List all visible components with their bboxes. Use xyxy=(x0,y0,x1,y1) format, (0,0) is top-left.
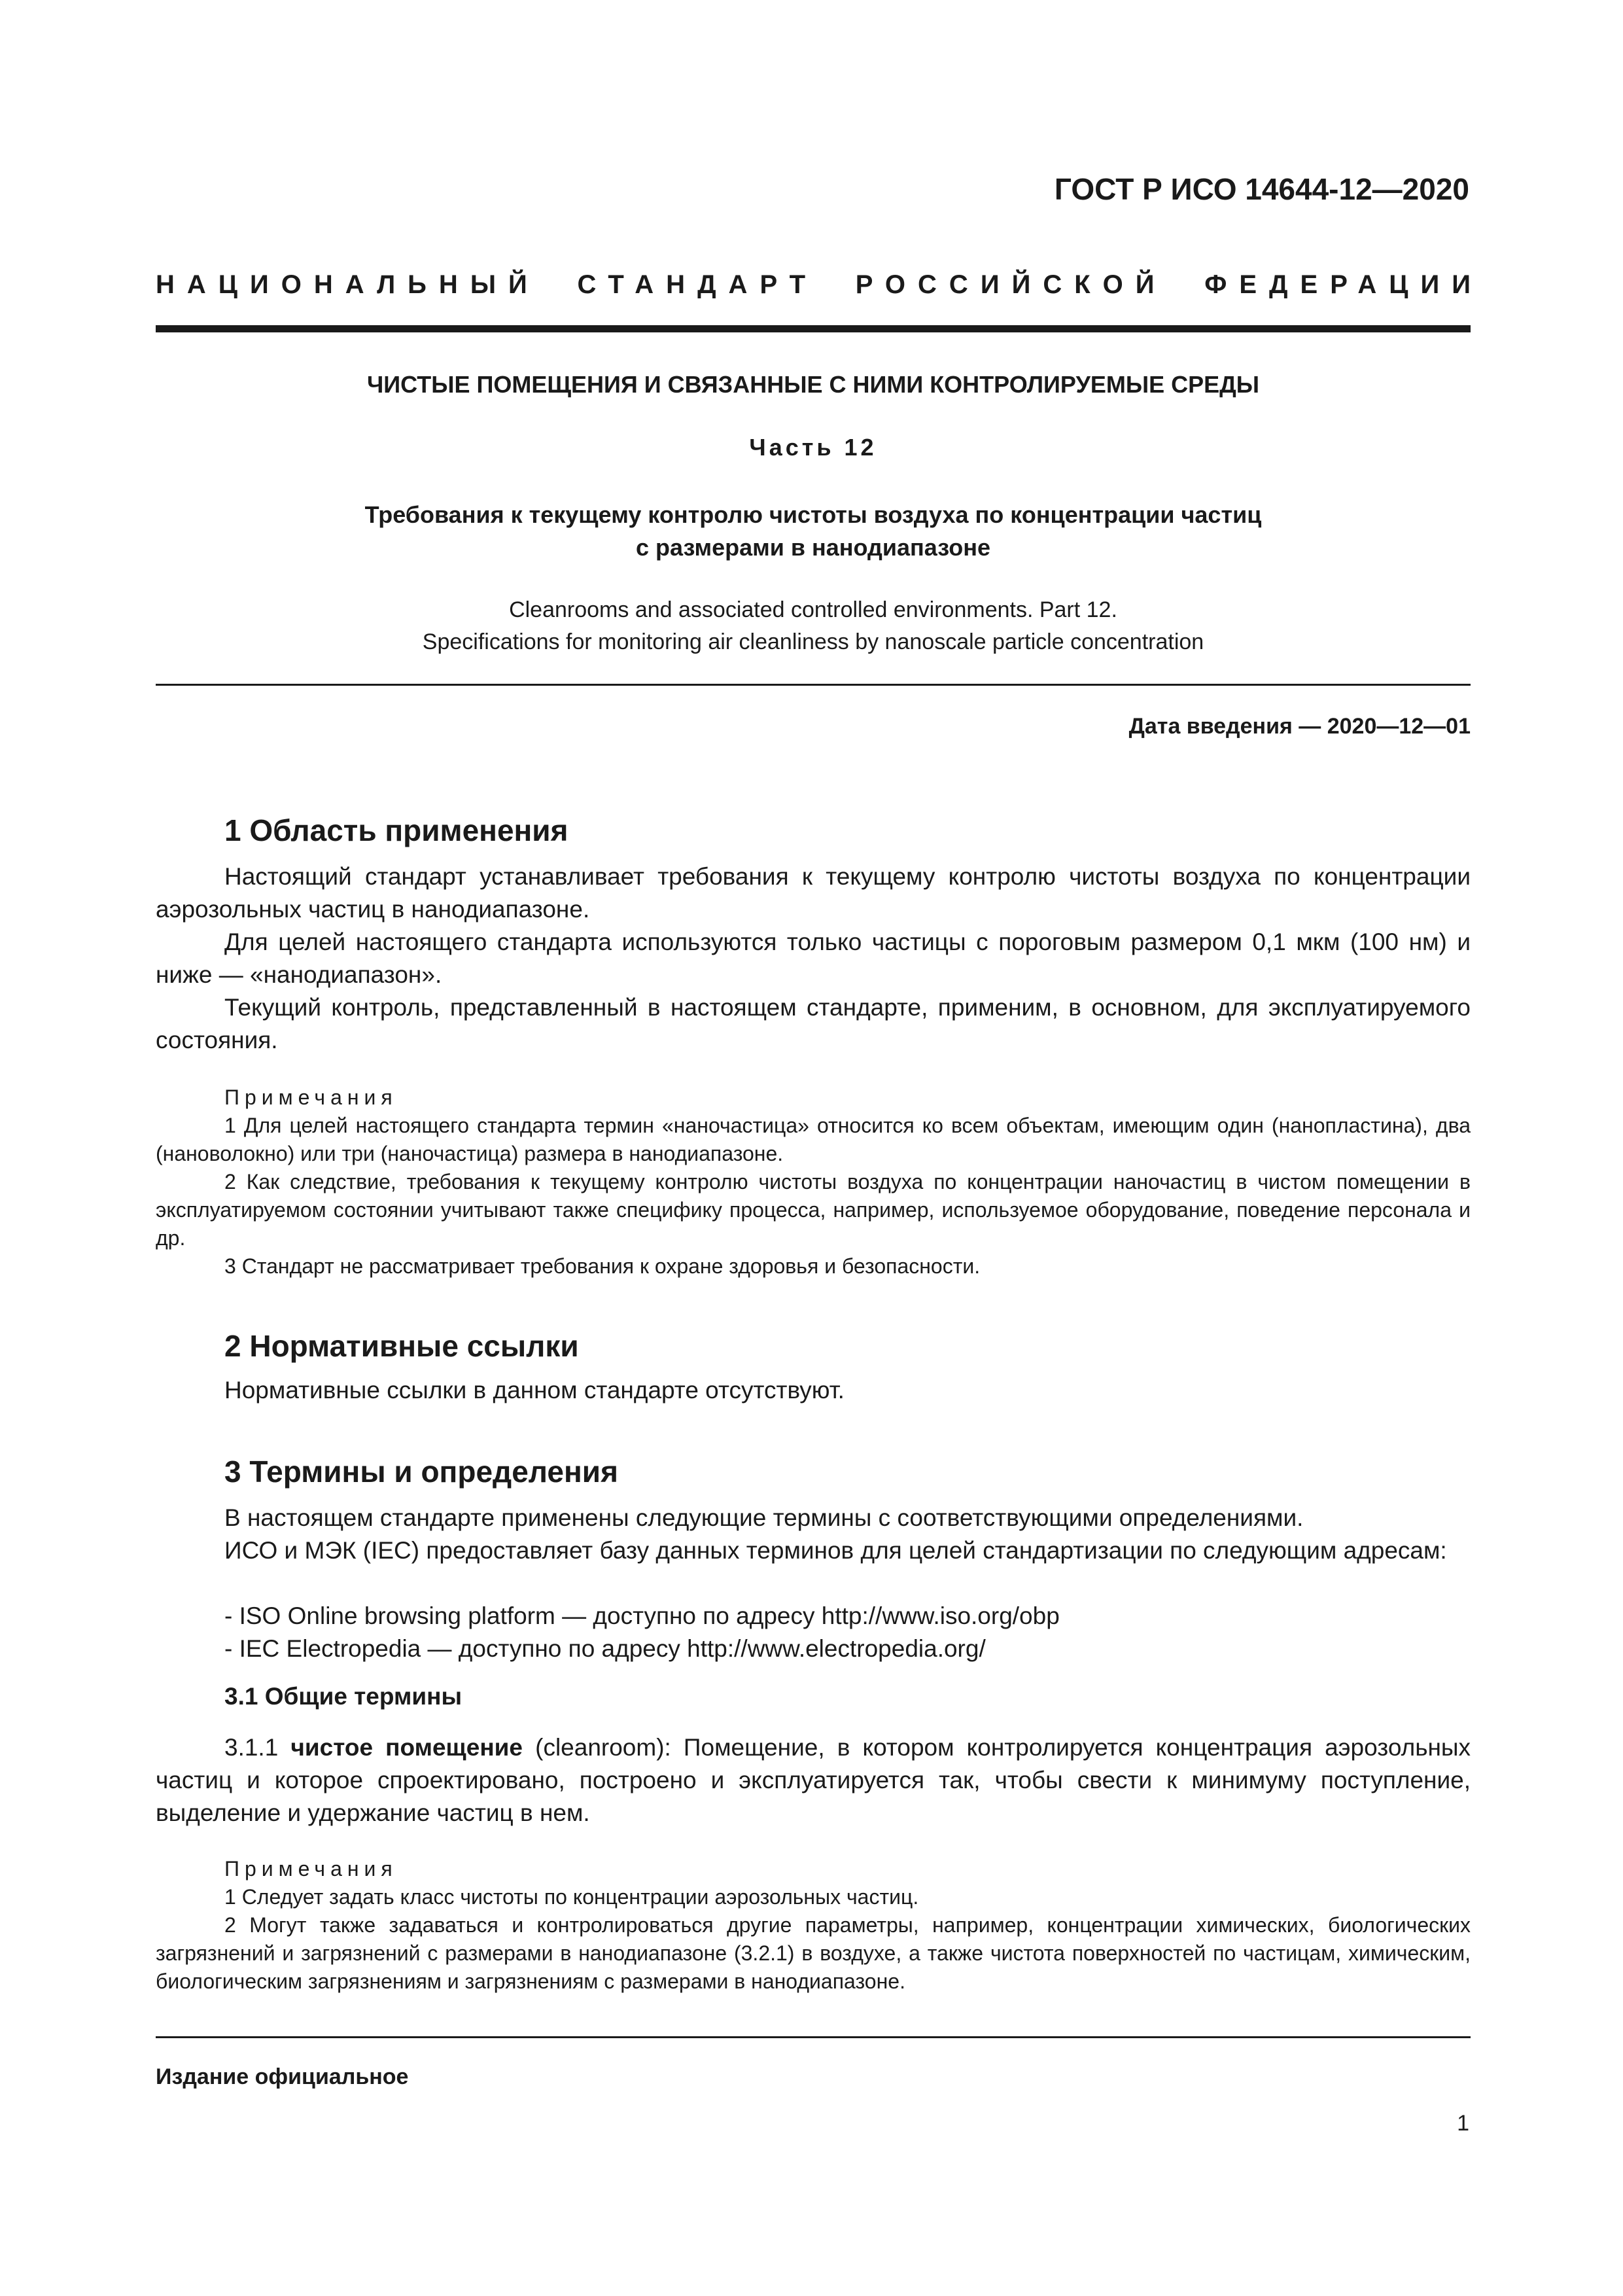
part-title: Часть 12 xyxy=(749,434,877,461)
term-text: (cleanroom): Помещение, в котором контролируется концентрация аэрозольных частиц и которое спроектировано, построено и эксплуатируется так, чтобы свести к минимуму поступление, выделение и удержание частиц в нем. xyxy=(156,1734,1471,1826)
notes-heading: Примечания xyxy=(224,1086,398,1109)
section-2-body xyxy=(156,1374,1471,1407)
english-title xyxy=(156,594,1471,658)
list-item-iec: - IEC Electropedia — доступно по адресу http://www.electropedia.org/ xyxy=(224,1635,986,1662)
term-name: чистое помещение xyxy=(290,1734,523,1761)
paragraph: В настоящем стандарте применены следующие термины с соответствующими определениями. xyxy=(224,1504,1304,1531)
section-1-notes xyxy=(156,1084,1471,1280)
note: 1 Для целей настоящего стандарта термин «наночастица» относится ко всем объектам, имеющим один (нанопластина), два (нановолокно) или три (наночастица) размера в нанодиапазоне. xyxy=(156,1114,1471,1165)
note: 3 Стандарт не рассматривает требования к охране здоровья и безопасности. xyxy=(224,1254,981,1278)
section-1-body xyxy=(156,860,1471,1057)
document-id: ГОСТ Р ИСО 14644-12—2020 xyxy=(1054,172,1469,206)
section-3-heading: 3 Термины и определения xyxy=(224,1455,618,1489)
subtitle-line: с размерами в нанодиапазоне xyxy=(635,534,991,561)
notes-heading: Примечания xyxy=(224,1857,398,1881)
paragraph: Нормативные ссылки в данном стандарте отсутствуют. xyxy=(224,1377,845,1404)
paragraph: Текущий контроль, представленный в настоящем стандарте, применим, в основном, для эксплуатируемого состояния. xyxy=(156,994,1471,1053)
section-3-notes xyxy=(156,1855,1471,1996)
note: 1 Следует задать класс чистоты по концентрации аэрозольных частиц. xyxy=(224,1885,919,1909)
english-title-line: Cleanrooms and associated controlled environments. Part 12. xyxy=(509,597,1117,622)
page-number: 1 xyxy=(1457,2111,1469,2136)
paragraph: Настоящий стандарт устанавливает требования к текущему контролю чистоты воздуха по концентрации аэрозольных частиц в нанодиапазоне. xyxy=(156,863,1471,923)
subsection-3-1-heading: 3.1 Общие термины xyxy=(224,1683,462,1710)
banner-word: РОССИЙСКОЙ xyxy=(855,270,1167,299)
introduction-date: Дата введения — 2020—12—01 xyxy=(1128,714,1471,739)
footer-rule xyxy=(156,2036,1471,2038)
paragraph: ИСО и МЭК (IEC) предоставляет базу данных терминов для целей стандартизации по следующим адресам: xyxy=(224,1537,1447,1564)
note: 2 Как следствие, требования к текущему контролю чистоты воздуха по концентрации наночастиц в чистом помещении в эксплуатируемом состоянии учитывают также специфику процесса, например, используемое оборудование, поведение персонала и др. xyxy=(156,1170,1471,1250)
main-title: ЧИСТЫЕ ПОМЕЩЕНИЯ И СВЯЗАННЫЕ С НИМИ КОНТРОЛИРУЕМЫЕ СРЕДЫ xyxy=(366,371,1260,398)
term-definition xyxy=(156,1731,1471,1829)
official-edition-label: Издание официальное xyxy=(156,2064,409,2089)
banner-word: ФЕДЕРАЦИИ xyxy=(1204,270,1483,299)
term-number: 3.1.1 xyxy=(224,1734,291,1761)
header-thick-rule xyxy=(156,325,1471,332)
banner-word: СТАНДАРТ xyxy=(577,270,818,299)
section-1-heading: 1 Область применения xyxy=(224,813,568,847)
national-standard-banner xyxy=(156,270,1483,300)
english-title-line: Specifications for monitoring air cleanliness by nanoscale particle concentration xyxy=(422,629,1204,654)
note: 2 Могут также задаваться и контролироваться другие параметры, например, концентрации химических, биологических загрязнений и загрязнений с размерами в нанодиапазоне (3.2.1) в воздухе, а также чистота поверхностей по частицам, химическим, биологическим загрязнениям и загрязнениям с размерами в нанодиапазоне. xyxy=(156,1913,1471,1993)
banner-word: НАЦИОНАЛЬНЫЙ xyxy=(156,270,540,299)
list-item-iso: - ISO Online browsing platform — доступно по адресу http://www.iso.org/obp xyxy=(224,1602,1060,1629)
term-paragraph xyxy=(156,1731,1471,1829)
section-2-heading: 2 Нормативные ссылки xyxy=(224,1329,579,1363)
section-3-body xyxy=(156,1502,1471,1567)
title-rule xyxy=(156,684,1471,686)
paragraph: Для целей настоящего стандарта используются только частицы с пороговым размером 0,1 мкм (100 нм) и ниже — «нанодиапазон». xyxy=(156,928,1471,988)
subtitle xyxy=(156,499,1471,564)
subtitle-line: Требования к текущему контролю чистоты воздуха по концентрации частиц xyxy=(364,501,1262,528)
